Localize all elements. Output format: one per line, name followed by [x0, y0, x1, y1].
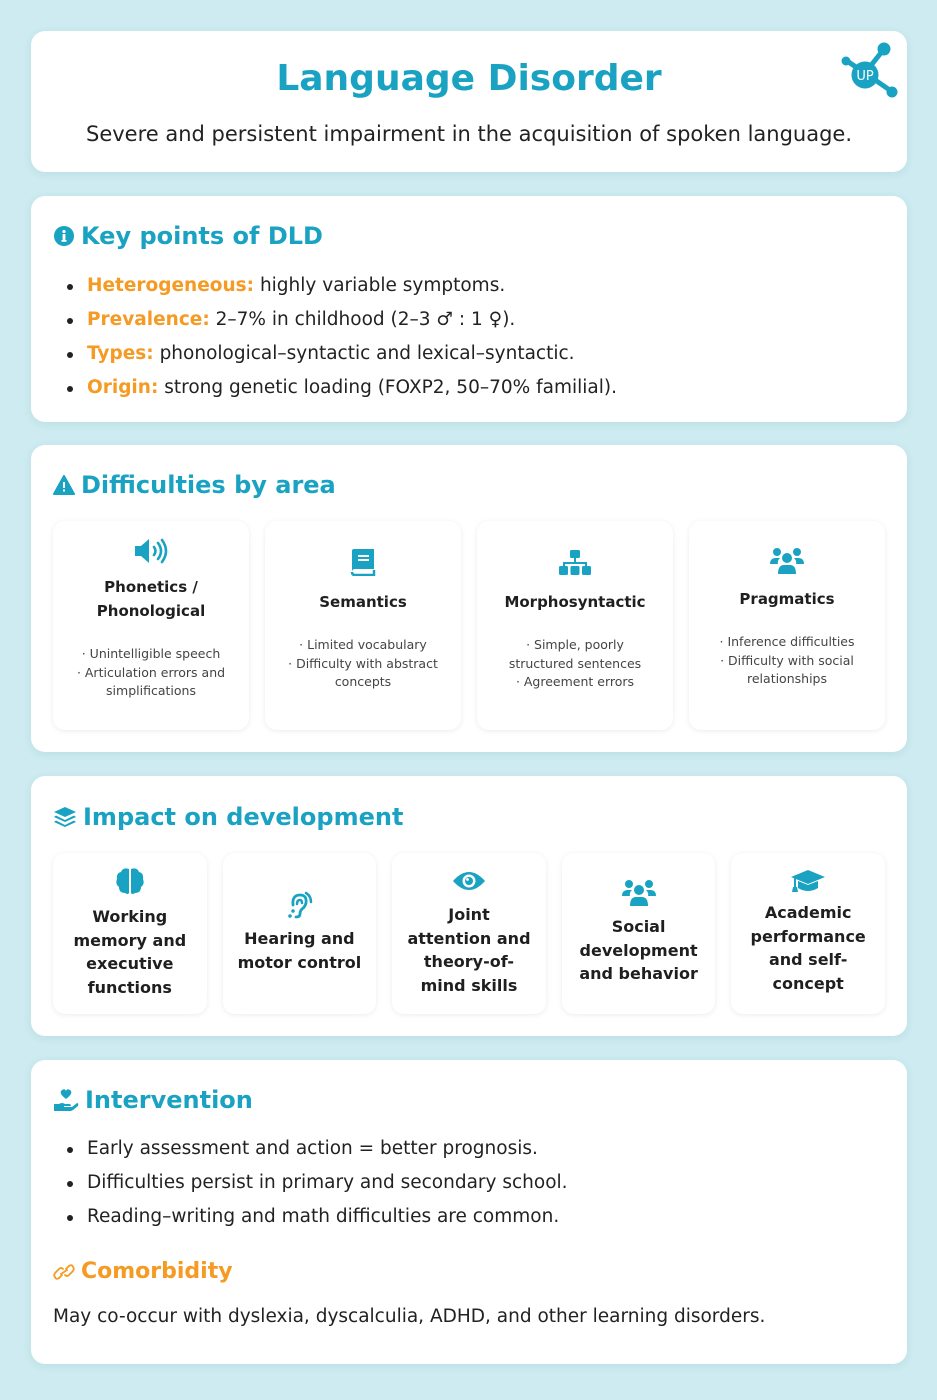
area-name: Semantics	[319, 593, 407, 611]
key-points-card	[31, 196, 907, 422]
impact-name: Working memory and executive functions	[73, 907, 187, 997]
users-group-icon	[621, 879, 657, 907]
impact-name: Hearing and motor control	[237, 929, 362, 972]
difficulties-card	[31, 445, 907, 752]
impact-tile-working-memory	[53, 853, 207, 1014]
difficulty-tile-semantics	[265, 521, 461, 730]
info-circle-icon	[53, 225, 75, 247]
impact-name: Social development and behavior	[579, 917, 698, 983]
impact-tile-joint-attention	[392, 853, 546, 1014]
impact-heading	[53, 800, 403, 834]
users-group-icon	[769, 547, 805, 575]
svg-text:UP: UP	[856, 69, 874, 84]
area-name: Pragmatics	[739, 590, 835, 608]
layers-icon	[53, 806, 77, 828]
sitemap-hierarchy-icon	[559, 550, 591, 576]
intervention-item: Difficulties persist in primary and secondary school.	[67, 1166, 568, 1200]
graduation-cap-icon	[790, 869, 826, 895]
difficulties-heading	[53, 468, 336, 502]
comorbidity-title: Comorbidity	[81, 1259, 233, 1284]
impact-name: Academic performance and self-concept	[750, 903, 866, 993]
intervention-item: Early assessment and action = better prognosis.	[67, 1132, 568, 1166]
area-name: Morphosyntactic	[504, 593, 646, 611]
area-desc: · Inference difficulties · Difficulty with social relationships	[719, 634, 855, 686]
book-icon	[350, 548, 376, 576]
brain-icon	[115, 867, 145, 895]
intervention-title: Intervention	[85, 1086, 253, 1114]
ear-hearing-icon	[284, 891, 314, 921]
molecule-logo-icon	[839, 39, 899, 99]
area-desc: · Limited vocabulary · Difficulty with abstract concepts	[288, 637, 438, 689]
difficulty-tiles	[53, 521, 885, 730]
eye-icon	[452, 869, 486, 893]
area-desc: · Simple, poorly structured sentences · Agreement errors	[508, 637, 642, 689]
comorbidity-heading	[53, 1255, 233, 1289]
impact-card	[31, 776, 907, 1036]
impact-tile-hearing	[223, 853, 377, 1014]
key-point-item: Origin: strong genetic loading (FOXP2, 50–70% familial).	[67, 371, 617, 405]
link-icon	[53, 1263, 75, 1281]
impact-tiles	[53, 853, 885, 1014]
difficulties-title: Difficulties by area	[81, 471, 336, 499]
impact-tile-social	[562, 853, 716, 1014]
key-point-item: Heterogeneous: highly variable symptoms.	[67, 269, 617, 303]
difficulty-tile-pragmatics	[689, 521, 885, 730]
area-desc: · Unintelligible speech · Articulation errors and simplifications	[76, 646, 226, 698]
key-point-item: Prevalence: 2–7% in childhood (2–3 ♂ : 1 ♀).	[67, 303, 617, 337]
header-card	[31, 31, 907, 172]
area-name: Phonetics / Phonological	[96, 578, 206, 620]
intervention-card	[31, 1060, 907, 1364]
impact-name: Joint attention and theory-of-mind skills	[407, 905, 531, 995]
intervention-list	[67, 1132, 568, 1234]
warning-triangle-icon	[53, 475, 75, 495]
intervention-item: Reading–writing and math difficulties are common.	[67, 1200, 568, 1234]
key-points-heading	[53, 219, 323, 253]
key-points-list	[67, 269, 617, 405]
hand-holding-heart-icon	[53, 1088, 79, 1112]
comorbidity-text: May co-occur with dyslexia, dyscalculia, ADHD, and other learning disorders.	[53, 1306, 766, 1327]
difficulty-tile-phonetics	[53, 521, 249, 730]
key-point-item: Types: phonological–syntactic and lexical–syntactic.	[67, 337, 617, 371]
difficulty-tile-morphosyntactic	[477, 521, 673, 730]
page-title: Language Disorder	[276, 58, 662, 99]
key-points-title: Key points of DLD	[81, 222, 323, 250]
impact-title: Impact on development	[83, 803, 404, 831]
intervention-heading	[53, 1083, 253, 1117]
page-subtitle: Severe and persistent impairment in the acquisition of spoken language.	[85, 122, 853, 146]
impact-tile-academic	[731, 853, 885, 1014]
volume-speaker-icon	[133, 537, 169, 565]
